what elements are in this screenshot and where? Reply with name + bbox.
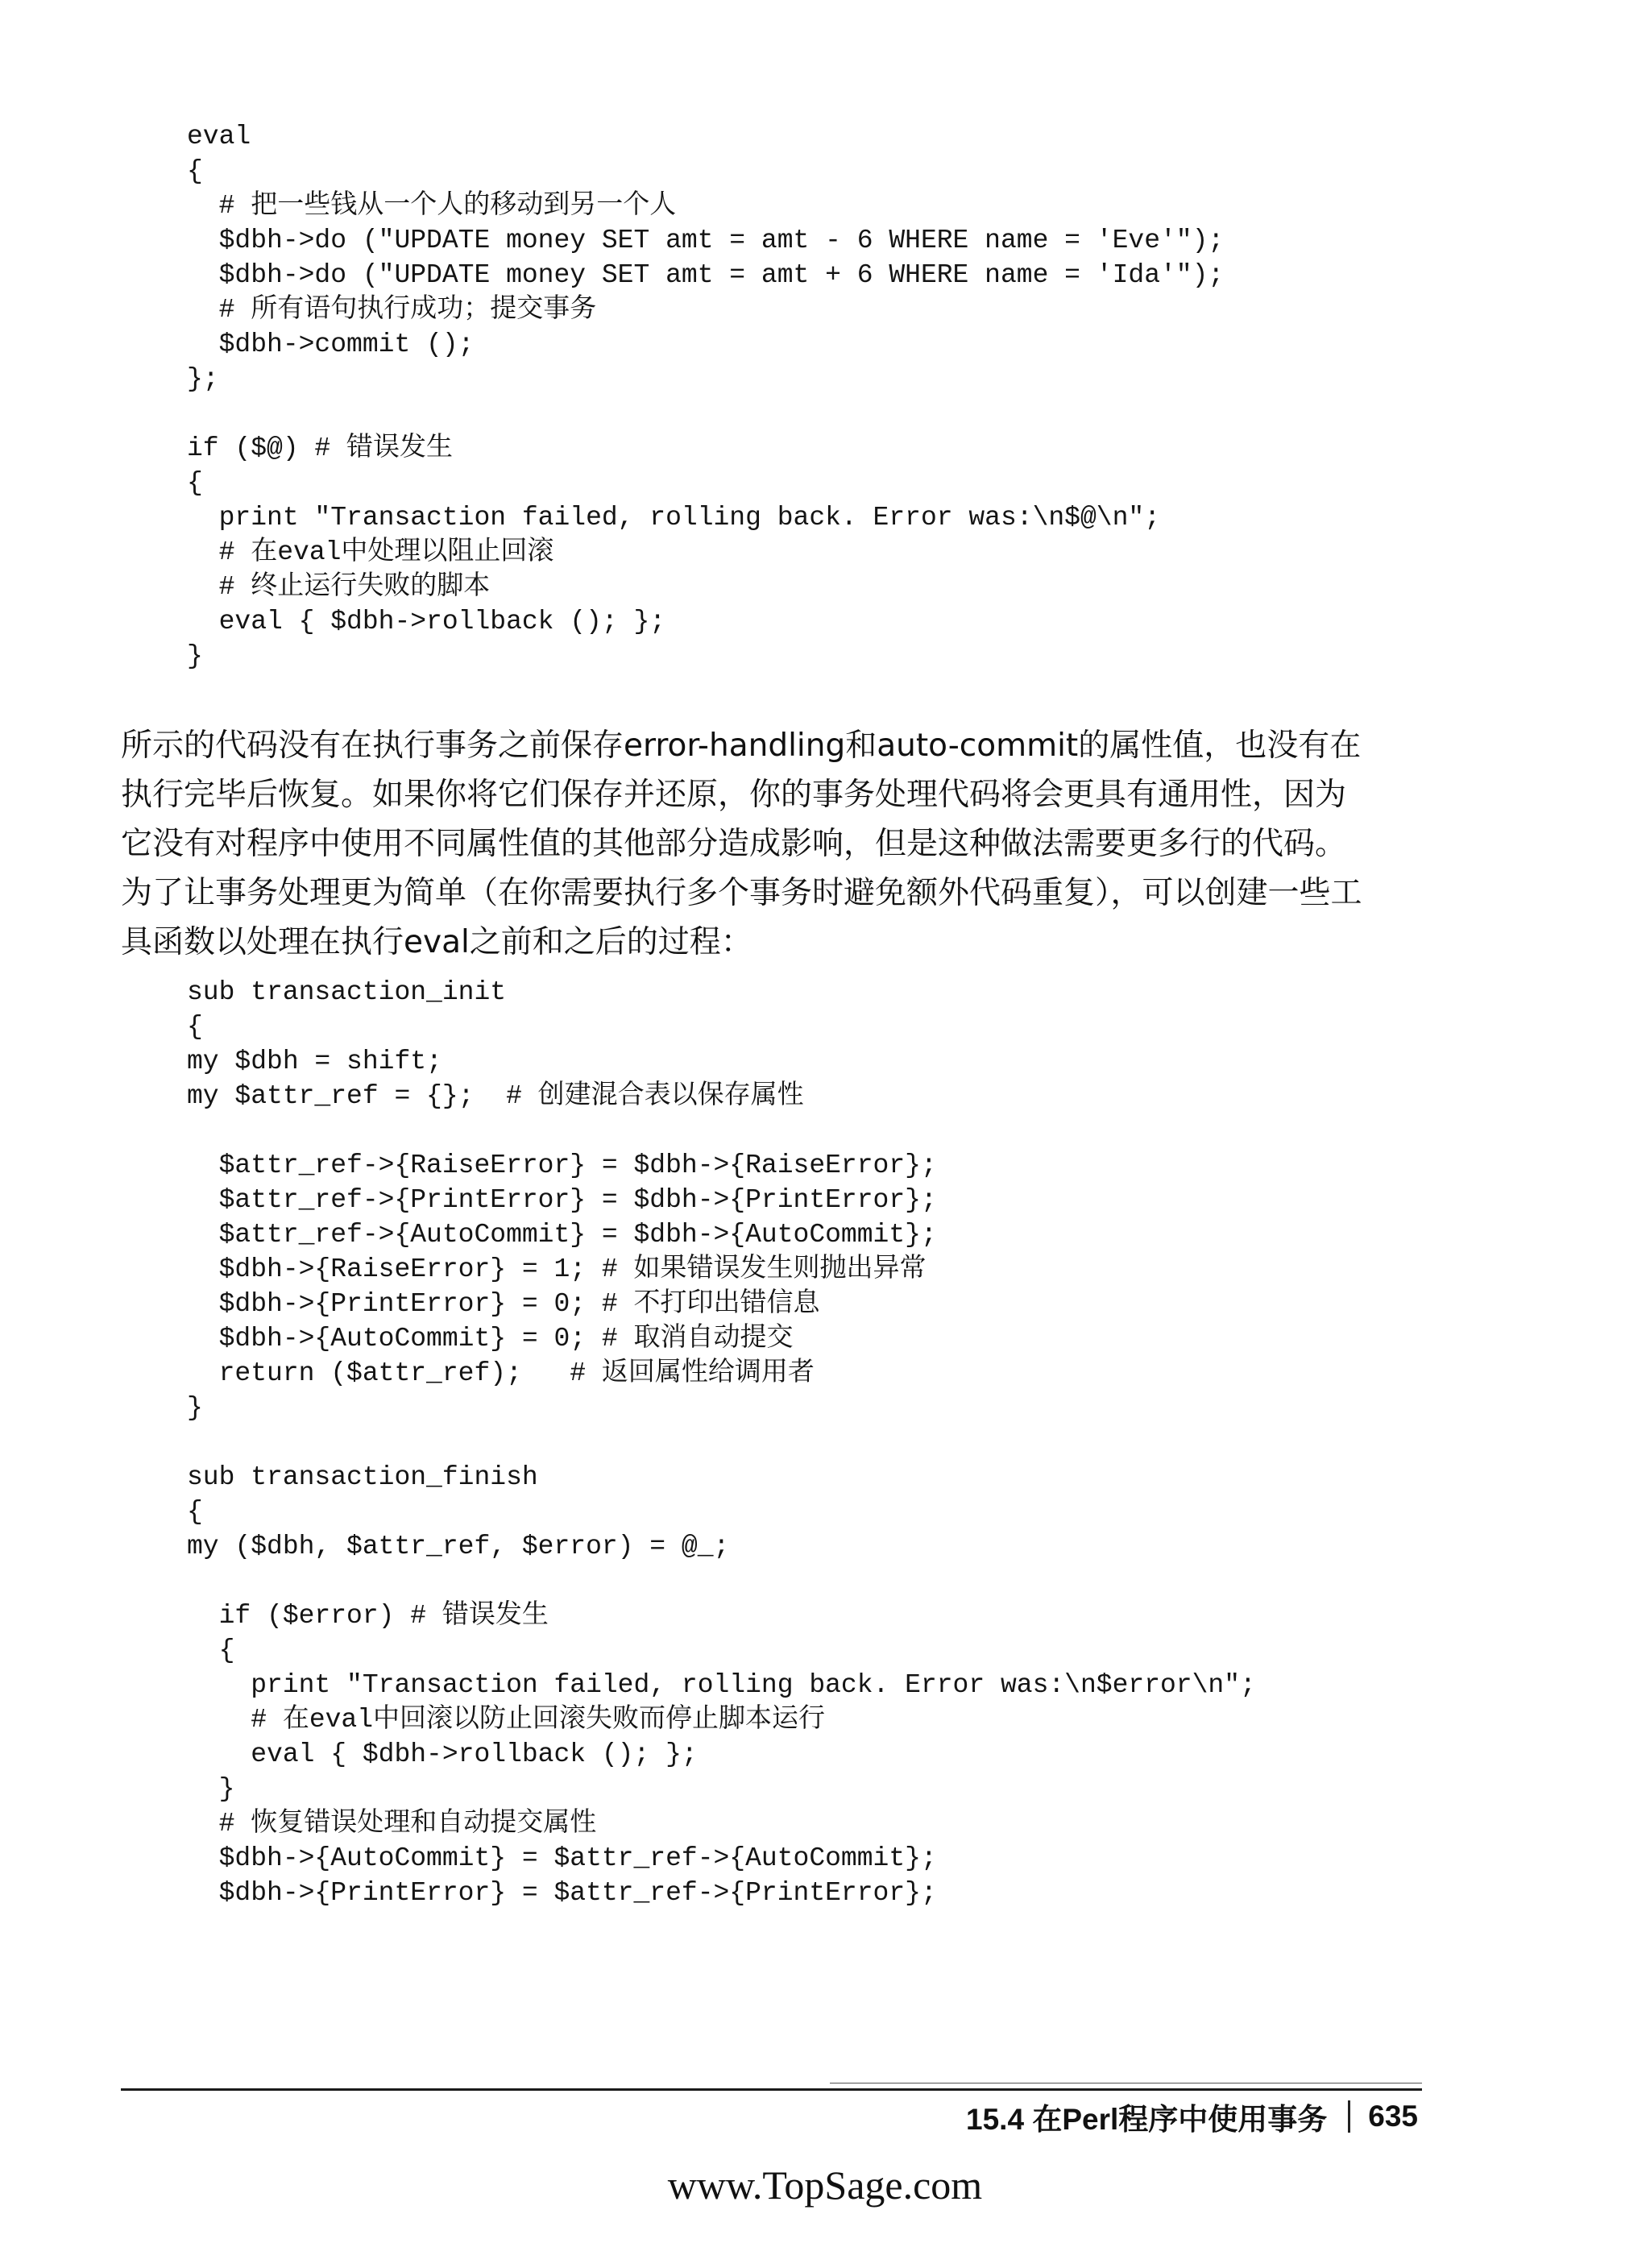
code-line: { [187, 1012, 203, 1042]
code-line [187, 1564, 1256, 1598]
code-line: } [187, 1393, 203, 1423]
code-line: } [187, 1774, 235, 1804]
code-line: $dbh->commit (); [187, 330, 475, 359]
footer-rule [121, 2088, 1422, 2091]
code-line: # 把一些钱从一个人的移动到另一个人 [187, 191, 677, 221]
code-line: }; [187, 364, 219, 394]
code-line: $dbh->do ("UPDATE money SET amt = amt - 6 WHERE name = 'Eve'"); [187, 226, 1225, 255]
code-line: sub transaction_finish [187, 1462, 538, 1492]
paragraph-line: 执行完毕后恢复。如果你将它们保存并还原，你的事务处理代码将会更具有通用性，因为 [121, 777, 1347, 813]
code-line: { [187, 1636, 235, 1665]
code-line: # 在eval中回滚以防止回滚失败而停止脚本运行 [187, 1705, 826, 1735]
code-line: eval { $dbh->rollback (); }; [187, 1739, 698, 1769]
paragraph-line: 为了让事务处理更为简单（在你需要执行多个事务时避免额外代码重复），可以创建一些工 [121, 875, 1362, 911]
page-footer [966, 2095, 1418, 2138]
code-line: # 在eval中处理以阻止回滚 [187, 537, 554, 567]
code-line: $dbh->{AutoCommit} = $attr_ref->{AutoCommit}; [187, 1843, 937, 1873]
code-line: $dbh->{AutoCommit} = 0; # 取消自动提交 [187, 1324, 794, 1354]
code-line: # 终止运行失败的脚本 [187, 572, 491, 602]
code-line: $attr_ref->{PrintError} = $dbh->{PrintError}; [187, 1185, 937, 1215]
watermark-url: www.TopSage.com [667, 2162, 983, 2208]
code-line: $dbh->do ("UPDATE money SET amt = amt + 6 WHERE name = 'Ida'"); [187, 260, 1225, 290]
code-line: eval [187, 122, 251, 151]
code-line: # 恢复错误处理和自动提交属性 [187, 1809, 597, 1839]
paragraph-line: 具函数以处理在执行eval之前和之后的过程： [121, 924, 752, 960]
code-line: { [187, 156, 203, 186]
paragraph-line: 它没有对程序中使用不同属性值的其他部分造成影响，但是这种做法需要更多行的代码。 [121, 826, 1347, 862]
code-line: print "Transaction failed, rolling back. Error was:\n$error\n"; [187, 1670, 1256, 1700]
code-listing-eval-transaction [187, 119, 1224, 674]
code-line: { [187, 468, 203, 498]
paragraph-line: 所示的代码没有在执行事务之前保存error-handling和auto-commit的属性值，也没有在 [121, 728, 1362, 764]
code-line: if ($error) # 错误发生 [187, 1601, 549, 1631]
code-line [187, 1425, 1256, 1460]
code-line: $attr_ref->{AutoCommit} = $dbh->{AutoCommit}; [187, 1220, 937, 1250]
code-line: my ($dbh, $attr_ref, $error) = @_; [187, 1532, 730, 1561]
code-line: my $dbh = shift; [187, 1047, 442, 1076]
code-line: $dbh->{RaiseError} = 1; # 如果错误发生则抛出异常 [187, 1254, 927, 1284]
code-line: $dbh->{PrintError} = 0; # 不打印出错信息 [187, 1289, 820, 1319]
code-line: $dbh->{PrintError} = $attr_ref->{PrintError}; [187, 1878, 937, 1908]
body-paragraph [121, 721, 1426, 967]
code-line: sub transaction_init [187, 977, 507, 1007]
code-line: if ($@) # 错误发生 [187, 433, 454, 463]
code-line: my $attr_ref = {}; # 创建混合表以保存属性 [187, 1081, 804, 1111]
code-line: } [187, 641, 203, 671]
footer-section-title: 15.4 在Perl程序中使用事务 [966, 2103, 1328, 2136]
code-listing-transaction-helpers [187, 975, 1256, 1910]
code-line: print "Transaction failed, rolling back. Error was:\n$@\n"; [187, 503, 1160, 533]
page-number: 635 [1368, 2100, 1418, 2133]
code-line: $attr_ref->{RaiseError} = $dbh->{RaiseError}; [187, 1151, 937, 1180]
code-line: eval { $dbh->rollback (); }; [187, 607, 666, 636]
code-line: return ($attr_ref); # 返回属性给调用者 [187, 1358, 815, 1388]
code-line: # 所有语句执行成功；提交事务 [187, 295, 597, 325]
code-line [187, 1113, 1256, 1148]
code-line [187, 396, 1224, 431]
code-line: { [187, 1497, 203, 1527]
footer-separator [1348, 2100, 1350, 2133]
